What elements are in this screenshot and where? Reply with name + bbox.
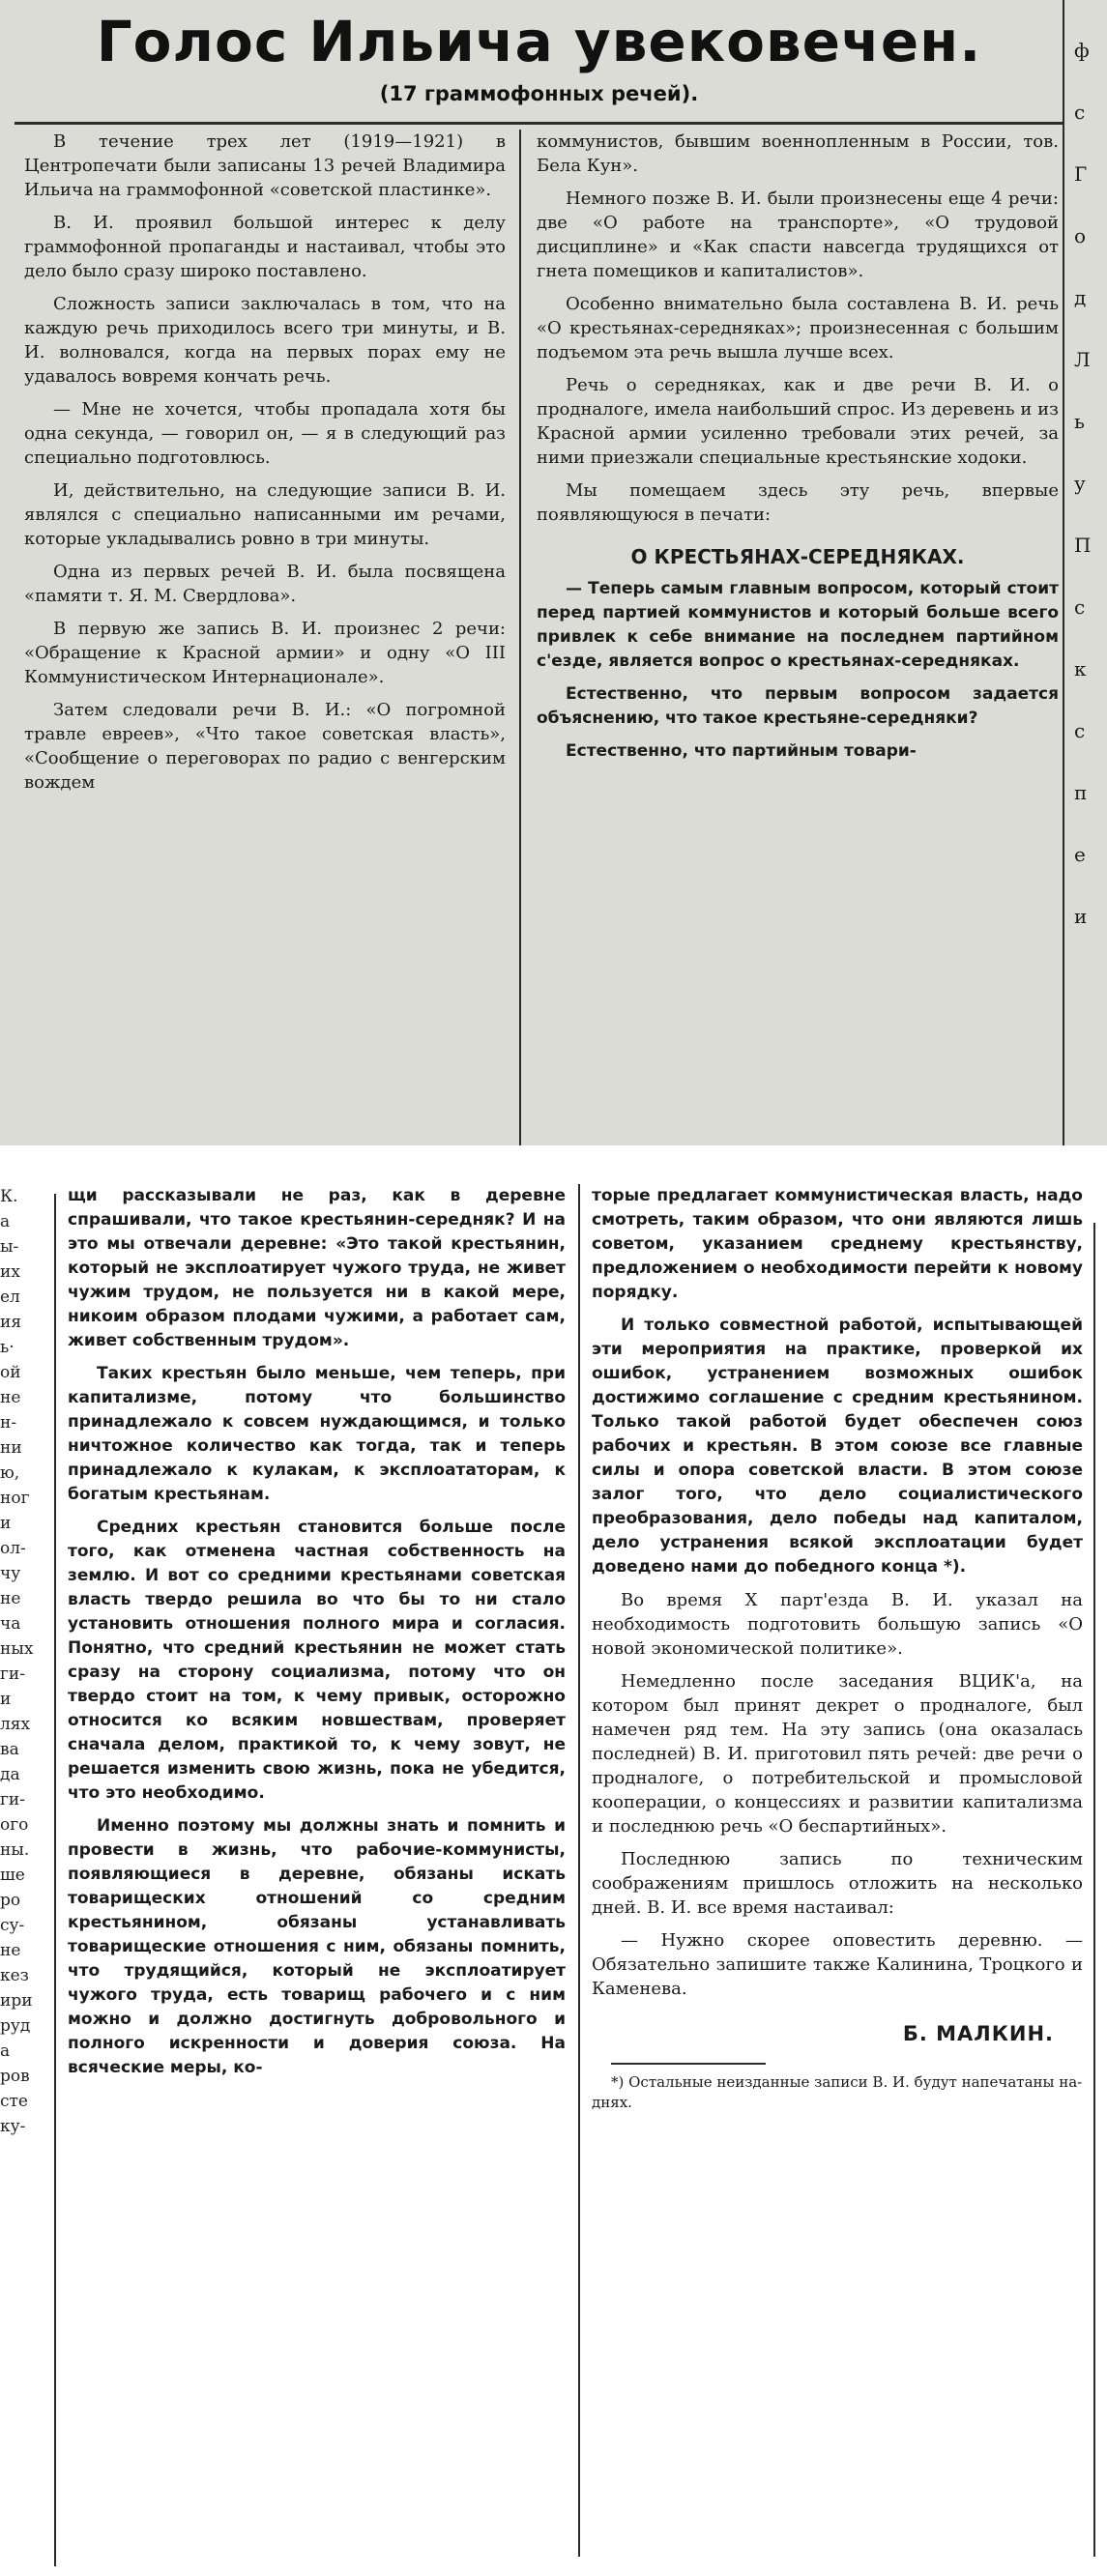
margin-fragment: лях	[0, 1715, 31, 1734]
paragraph: Мы помещаем здесь эту речь, впервые появляющуюся в печати:	[537, 480, 1059, 525]
column-rule	[1093, 1223, 1095, 2557]
margin-fragment: не	[0, 1388, 21, 1407]
column-rule	[578, 1184, 580, 2557]
paragraph: коммунистов, бывшим военнопленным в России, тов. Бела Кун».	[537, 131, 1059, 176]
margin-fragment: ь	[1074, 410, 1085, 433]
bottom-column-right	[592, 1184, 1083, 2113]
margin-fragment: и	[0, 1514, 12, 1533]
margin-fragment: К.	[0, 1187, 18, 1206]
margin-fragment: не	[0, 1589, 21, 1608]
margin-fragment: ва	[0, 1740, 19, 1759]
column-rule	[519, 130, 521, 1145]
margin-fragment: ю,	[0, 1463, 20, 1483]
margin-fragment: ь·	[0, 1338, 15, 1357]
speech-paragraph: Естественно, что первым вопросом задается объяснению, что такое крестьяне-середняки?	[537, 684, 1059, 728]
margin-fragment: ол-	[0, 1539, 26, 1558]
margin-fragment: П	[1074, 534, 1092, 557]
speech-paragraph: щи рассказывали не раз, как в деревне спрашивали, что такое крестьянин-середняк? И на это мы отвечали деревне: «Это такой крестьянин, который не эксплоатирует чужого труда, не живет чужим трудом, не пользуется ни в какой мере, никоим образом плодами чужими, а работает сам, живет собственным трудом».	[68, 1186, 566, 1350]
margin-fragment: о	[1074, 224, 1087, 247]
paragraph: И, действительно, на следующие записи В. И. являлся с специально написанными им речами, которые укладывались ровно в три минуты.	[24, 480, 506, 549]
margin-fragment: а	[0, 2041, 11, 2061]
margin-fragment: сте	[0, 2092, 28, 2111]
margin-fragment: ого	[0, 1815, 29, 1835]
paragraph: Затем следовали речи В. И.: «О погромной травле евреев», «Что такое советская власть», «Сообщение о переговорах по радио с венгерским вождем	[24, 700, 506, 793]
paragraph: Последнюю запись по техническим соображениям пришлось отложить на несколько дней. В. И. все время настаивал:	[592, 1849, 1083, 1918]
speech-paragraph: Естественно, что партийным товари-	[566, 741, 917, 761]
speech-paragraph: И только совместной работой, испытывающей эти мероприятия на практике, проверкой их ошибок, устранением возможных ошибок достижимо соглашение с средним крестьянином. Только такой работой будет обеспечен союз рабочих и крестьян. В этом союзе все главные силы и опора советской власти. В этом союзе залог того, что дело социалистического преобразования, дело победы над капиталом, дело устранения всякой эксплоатации будет доведено нами до победного конца *).	[592, 1316, 1083, 1577]
headline: Голос Ильича увековечен.	[96, 9, 982, 74]
paragraph: Особенно внимательно была составлена В. И. речь «О крестьянах-середняках»; произнесенная с большим подъемом эта речь вышла лучше всех.	[537, 294, 1059, 362]
margin-fragment: и	[0, 1690, 12, 1709]
margin-fragment: су-	[0, 1916, 25, 1935]
margin-fragment: ку-	[0, 2117, 26, 2136]
margin-fragment: да	[0, 1765, 20, 1784]
bottom-column-left	[68, 1184, 566, 2089]
margin-fragment: и	[1074, 905, 1088, 928]
margin-fragment: чу	[0, 1564, 21, 1583]
margin-fragment: ро	[0, 1891, 21, 1910]
author-signature: Б. МАЛКИН.	[902, 2022, 1054, 2045]
speech-paragraph: Средних крестьян становится больше после того, как отменена частная собственность на землю. И вот со средними крестьянами советская власть твердо решила во что бы то ни стало установить отношения полного мира и согласия. Понятно, что средний крестьянин не может стать сразу на сторону социализма, потому что он твердо стоит на том, к чему привык, осторожно относится ко всяким новшествам, проверяет сначала делом, практикой то, к чему зовут, не решается изменить свою жизнь, пока не убедится, что это необходимо.	[68, 1518, 566, 1803]
bottom-clipping	[0, 1145, 1107, 2576]
paragraph: В первую же запись В. И. произнес 2 речи: «Обращение к Красной армии» и одну «О III Коммунистическом Интернационале».	[24, 619, 506, 687]
speech-paragraph: торые предлагает коммунистическая власть, надо смотреть, таким образом, что они являются лишь советом, указанием среднему крестьянству, предложением о необходимости перейти к новому порядку.	[592, 1186, 1083, 1302]
margin-fragment: ия	[0, 1313, 22, 1332]
top-columns	[15, 130, 1063, 1145]
margin-fragment: с	[1074, 595, 1086, 619]
paragraph: Сложность записи заключалась в том, что на каждую речь приходилось всего три минуты, и В. И. волновался, когда на первых порах ему не удавалось вовремя кончать речь.	[24, 294, 506, 387]
margin-fragment: у	[1074, 472, 1086, 495]
paragraph: Немного позже В. И. были произнесены еще 4 речи: две «О работе на транспорте», «О трудовой дисциплине» и «Как спасти навсегда трудящихся от гнета помещиков и капиталистов».	[537, 188, 1059, 281]
paragraph: Немедленно после заседания ВЦИК'а, на котором был принят декрет о продналоге, был намечен ряд тем. На эту запись (она оказалась последней) В. И. приготовил пять речей: две речи о продналоге, о потребительской и промысловой кооперации, о концессиях и развитии капитализма и последнюю речь «О беспартийных».	[592, 1671, 1083, 1837]
margin-fragment: ных	[0, 1639, 34, 1659]
margin-fragment: руд	[0, 2016, 31, 2036]
margin-fragment: ы-	[0, 1237, 19, 1257]
paragraph: Речь о середняках, как и две речи В. И. о продналоге, имела наибольший спрос. Из деревень и из Красной армии усиленно требовали этих речей, за ними приезжали специальные крестьянские ходоки.	[537, 375, 1059, 468]
paragraph: Во время X парт'езда В. И. указал на необходимость подготовить большую запись «О новой экономической политике».	[592, 1590, 1083, 1659]
margin-fragment: ног	[0, 1489, 30, 1508]
adjacent-column-fragment	[0, 1145, 46, 2576]
paragraph: — Мне не хочется, чтобы пропадала хотя бы одна секунда, — говорил он, — я в следующий раз специально подготовлюсь.	[24, 399, 506, 468]
margin-fragment: ф	[1074, 39, 1090, 62]
margin-fragment: ги-	[0, 1664, 25, 1684]
margin-fragment: ни	[0, 1438, 22, 1458]
margin-fragment: Г	[1074, 162, 1088, 186]
margin-fragment: п	[1074, 781, 1088, 804]
paragraph: — Нужно скорее оповестить деревню. — Обязательно запишите также Калинина, Троцкого и Каменева.	[592, 1930, 1083, 1999]
speech-title: О КРЕСТЬЯНАХ-СЕРЕДНЯКАХ.	[630, 545, 965, 568]
paragraph: В течение трех лет (1919—1921) в Центропечати были записаны 13 речей Владимира Ильича на граммофонной «советской пластинке».	[24, 131, 506, 200]
top-clipping	[0, 0, 1107, 1145]
margin-fragment: ири	[0, 1991, 33, 2011]
margin-fragment: с	[1074, 719, 1086, 742]
margin-fragment: е	[1074, 843, 1086, 866]
top-column-left	[24, 130, 506, 803]
footnote: *) Остальные неизданные записи В. И. будут напечатаны на-днях.	[592, 2073, 1083, 2111]
subheadline: (17 граммофонных речей).	[379, 82, 699, 105]
speech-paragraph: Именно поэтому мы должны знать и помнить и провести в жизнь, что рабочие-коммунисты, появляющиеся в деревне, обязаны искать товарищеских отношений со средним крестьянином, обязаны устанавливать товарищеские отношения с ним, обязаны помнить, что трудящийся, который не эксплоатирует чужого труда, есть товарищ рабочего и с ним можно и должно достигнуть добровольного и полного искренности и доверия союза. На всяческие меры, ко-	[68, 1816, 566, 2077]
margin-fragment: ча	[0, 1614, 21, 1634]
margin-fragment: к	[1074, 657, 1087, 680]
margin-fragment: ны.	[0, 1840, 30, 1860]
margin-fragment: их	[0, 1262, 20, 1282]
speech-paragraph: Таких крестьян было меньше, чем теперь, при капитализме, потому что большинство принадлежало к совсем нуждающимся, и только ничтожное количество как тогда, так и теперь принадлежало к кулакам, к эксплоататорам, к богатым крестьянам.	[68, 1364, 566, 1504]
column-rule	[54, 1194, 56, 2566]
margin-fragment: д	[1074, 286, 1087, 309]
footnote-rule	[611, 2063, 766, 2065]
margin-fragment: Л	[1074, 348, 1091, 371]
margin-fragment: ги-	[0, 1790, 25, 1809]
top-column-right	[537, 130, 1059, 772]
speech-paragraph: — Теперь самым главным вопросом, который стоит перед партией коммунистов и который больше всего привлек к себе внимание на последнем партийном с'езде, является вопрос о крестьянах-середняках.	[537, 579, 1059, 671]
margin-fragment: с	[1074, 101, 1086, 124]
margin-fragment: ше	[0, 1866, 25, 1885]
margin-fragment: кез	[0, 1966, 29, 1985]
margin-fragment: ров	[0, 2067, 30, 2086]
paragraph: В. И. проявил большой интерес к делу граммофонной пропаганды и настаивал, чтобы это дело было сразу широко поставлено.	[24, 213, 506, 281]
margin-fragment: ел	[0, 1288, 20, 1307]
adjacent-column-fragment	[1063, 0, 1107, 1145]
margin-fragment: ой	[0, 1363, 21, 1382]
margin-fragment: а	[0, 1212, 11, 1231]
margin-fragment: не	[0, 1941, 21, 1960]
paragraph: Одна из первых речей В. И. была посвящена «памяти т. Я. М. Свердлова».	[24, 562, 506, 606]
margin-fragment: н-	[0, 1413, 17, 1433]
